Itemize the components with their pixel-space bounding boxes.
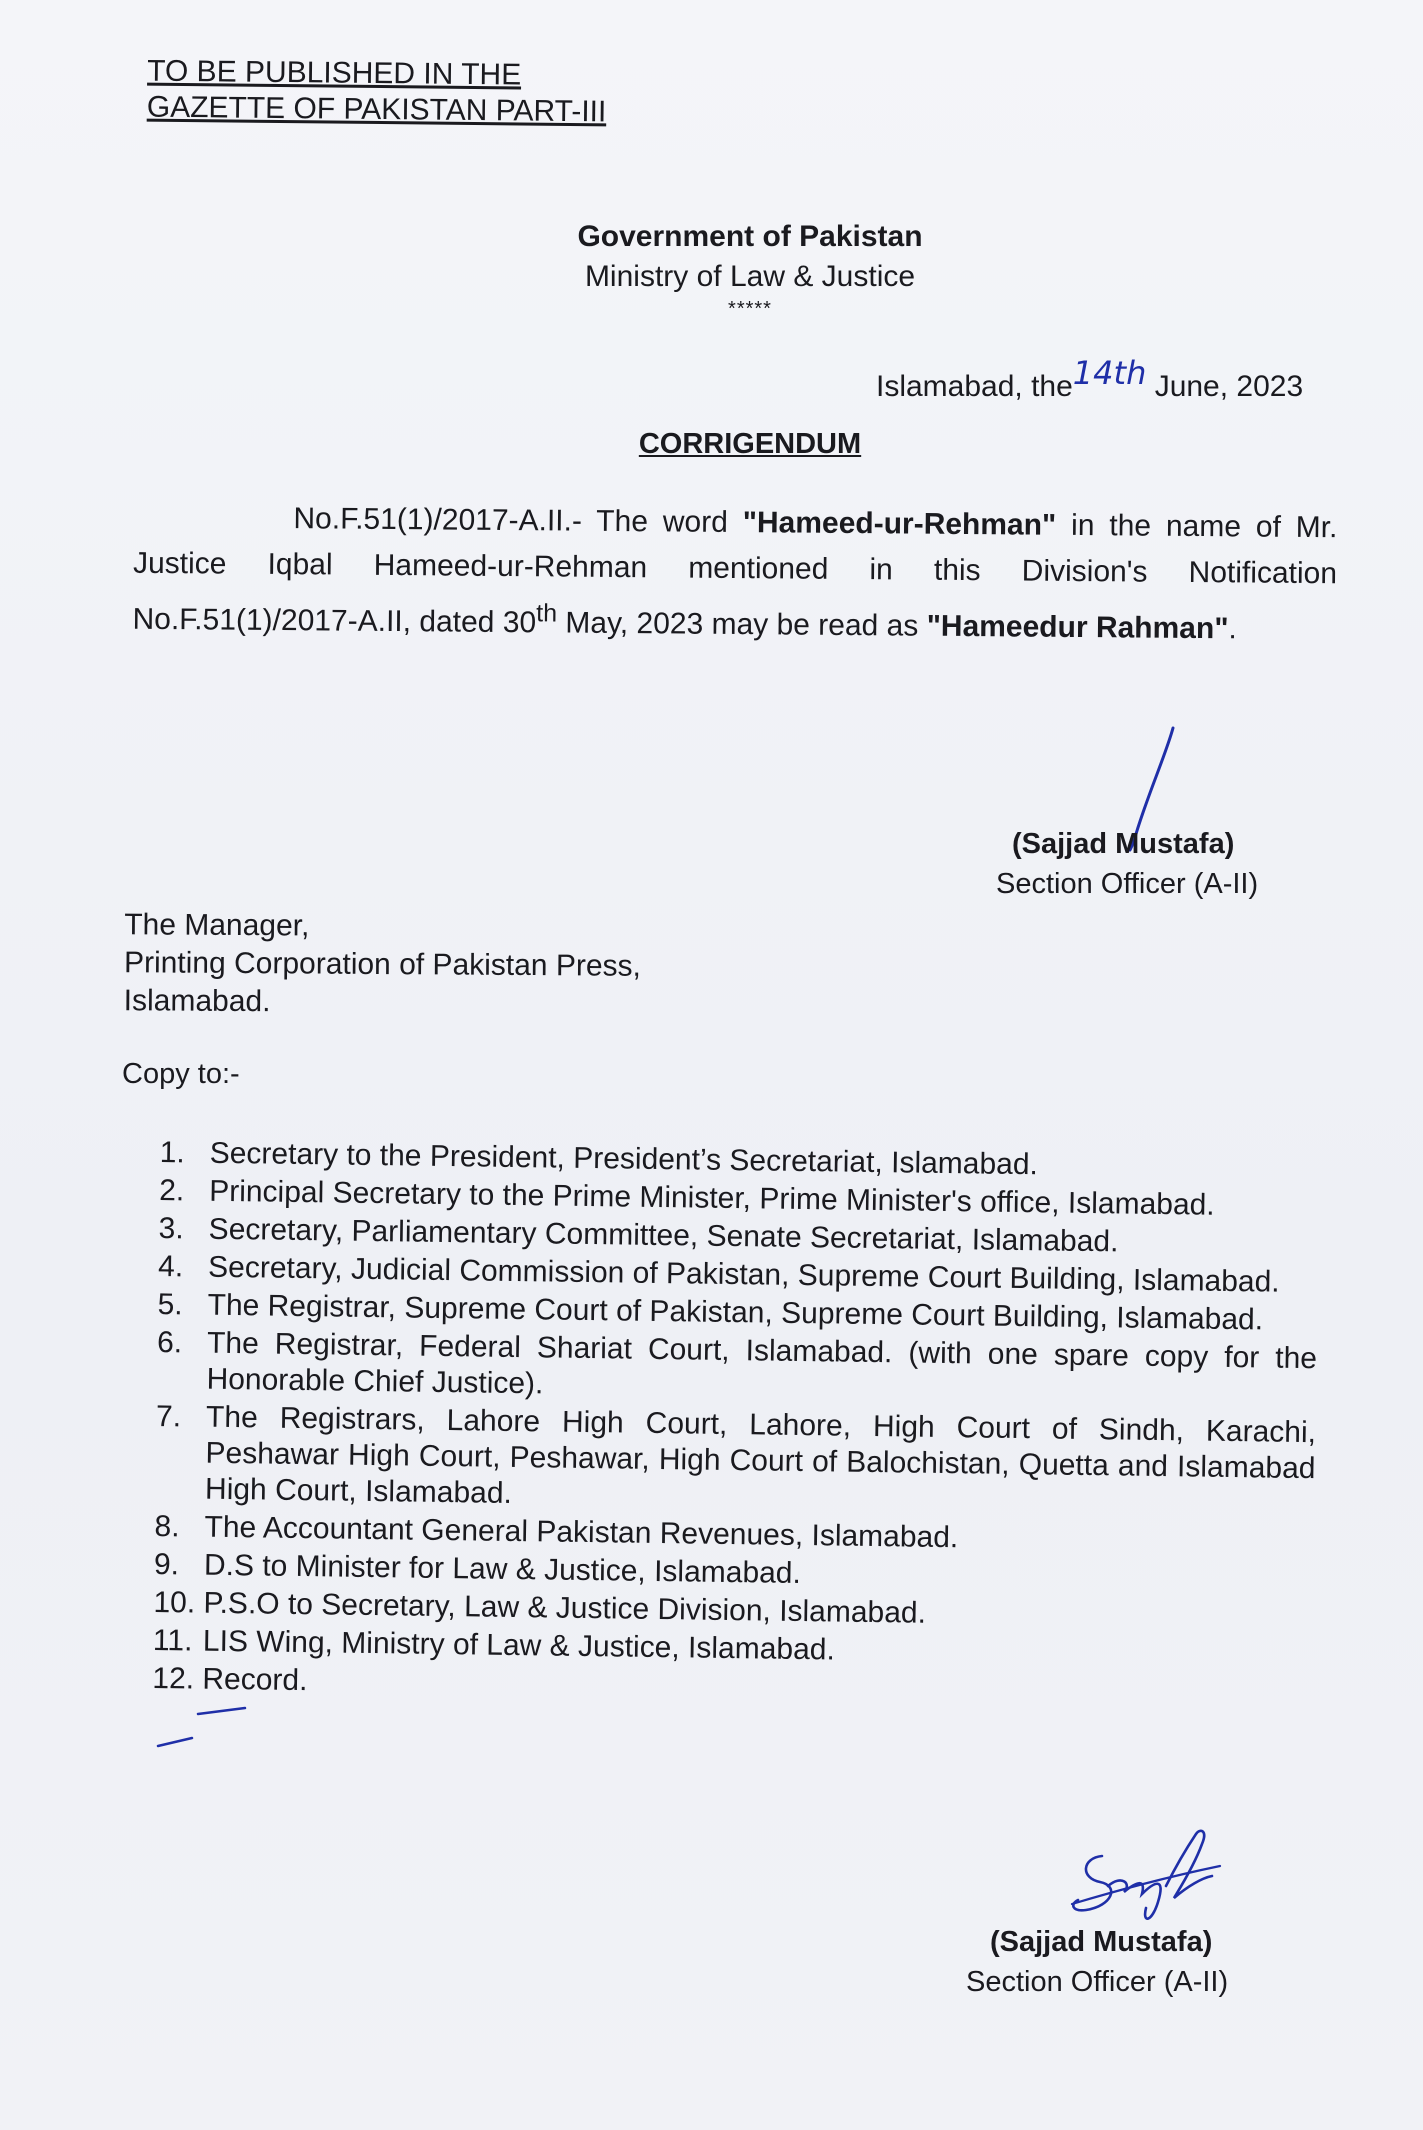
item-number: 4. <box>157 1249 184 1284</box>
item-number: 11. <box>152 1623 193 1658</box>
bold-new-name: "Hameedur Rahman" <box>926 609 1229 646</box>
item-text: The Registrar, Federal Shariat Court, Islamabad. (with one spare copy for the Honorable Chief Justice). <box>206 1326 1318 1401</box>
item-text: LIS Wing, Ministry of Law & Justice, Islamabad. <box>202 1624 836 1667</box>
addressee-line-2: Printing Corporation of Pakistan Press, <box>123 946 642 983</box>
signature-1-title: Section Officer (A-II) <box>996 868 1259 900</box>
copy-list <box>152 1135 1320 1715</box>
dateline <box>876 354 1304 404</box>
item-number: 9. <box>153 1547 180 1582</box>
item-text: The Registrars, Lahore High Court, Lahore, High Court of Sindh, Karachi, Peshawar High Court, Peshawar, High Court of Balochistan, Quetta and Islamabad High Court, Islamabad. <box>204 1400 1317 1510</box>
item-number: 8. <box>154 1509 180 1544</box>
item-number: 12. <box>152 1661 195 1696</box>
item-number: 2. <box>158 1173 185 1208</box>
gazette-notice <box>147 54 607 131</box>
item-text: D.S to Minister for Law & Justice, Islamabad. <box>203 1548 802 1590</box>
signature-2-title: Section Officer (A-II) <box>966 1966 1229 1998</box>
item-text: Secretary to the President, President’s Secretariat, Islamabad. <box>209 1136 1039 1182</box>
gazette-line-1: TO BE PUBLISHED IN THE <box>147 54 522 92</box>
copy-to-label: Copy to:- <box>122 1058 240 1090</box>
item-text: P.S.O to Secretary, Law & Justice Division, Islamabad. <box>203 1586 927 1630</box>
addressee-line-3: Islamabad. <box>123 984 271 1019</box>
document-title: CORRIGENDUM <box>638 428 862 460</box>
signature-2-mark <box>1062 1826 1222 1936</box>
signature-2-name: (Sajjad Mustafa) <box>990 1926 1213 1958</box>
heading-stars: ***** <box>728 298 772 320</box>
item-number: 6. <box>156 1325 183 1360</box>
dateline-prefix: Islamabad, the <box>876 370 1073 403</box>
gazette-line-2: GAZETTE OF PAKISTAN PART-III <box>146 90 607 129</box>
body-text-4: . <box>1228 612 1237 646</box>
bold-old-name: "Hameed-ur-Rehman" <box>742 506 1057 542</box>
body-text-3: May, 2023 may be read as <box>556 606 927 643</box>
item-number: 10. <box>153 1585 196 1620</box>
item-text: Secretary, Judicial Commission of Pakistan, Supreme Court Building, Islamabad. <box>207 1250 1280 1299</box>
item-number: 3. <box>158 1211 184 1246</box>
item-number: 1. <box>159 1135 186 1170</box>
addressee-line-1: The Manager, <box>124 908 310 943</box>
body-text-1: The word <box>581 504 743 540</box>
item-text: Secretary, Parliamentary Committee, Senate Secretariat, Islamabad. <box>208 1212 1119 1259</box>
signature-1-name: (Sajjad Mustafa) <box>1012 828 1235 860</box>
pen-strike-marks <box>150 1700 270 1780</box>
ministry-heading: Ministry of Law & Justice <box>584 260 916 293</box>
body-paragraph <box>132 495 1337 654</box>
government-heading: Government of Pakistan <box>577 220 923 253</box>
item-text: Principal Secretary to the Prime Minister, Prime Minister's office, Islamabad. <box>208 1174 1215 1222</box>
handwritten-day: 14th <box>1072 354 1147 392</box>
reference-number: No.F.51(1)/2017-A.II.- <box>293 502 583 538</box>
addressee <box>124 906 642 1024</box>
list-item <box>156 1325 1317 1413</box>
item-number: 7. <box>155 1399 182 1434</box>
item-text: The Registrar, Supreme Court of Pakistan, Supreme Court Building, Islamabad. <box>207 1288 1264 1337</box>
dateline-month-year: June, 2023 <box>1154 370 1304 403</box>
list-item <box>155 1399 1316 1523</box>
item-text: The Accountant General Pakistan Revenues, Islamabad. <box>204 1510 959 1555</box>
item-text: Record. <box>202 1662 308 1698</box>
ordinal-suffix: th <box>536 599 558 628</box>
body-text-2: in the name of Mr. Justice Iqbal Hameed-ur-Rehman mentioned in this Division's Notification No.F.51(1)/2017-A.II, dated 30 <box>132 508 1338 640</box>
item-number: 5. <box>157 1287 183 1322</box>
